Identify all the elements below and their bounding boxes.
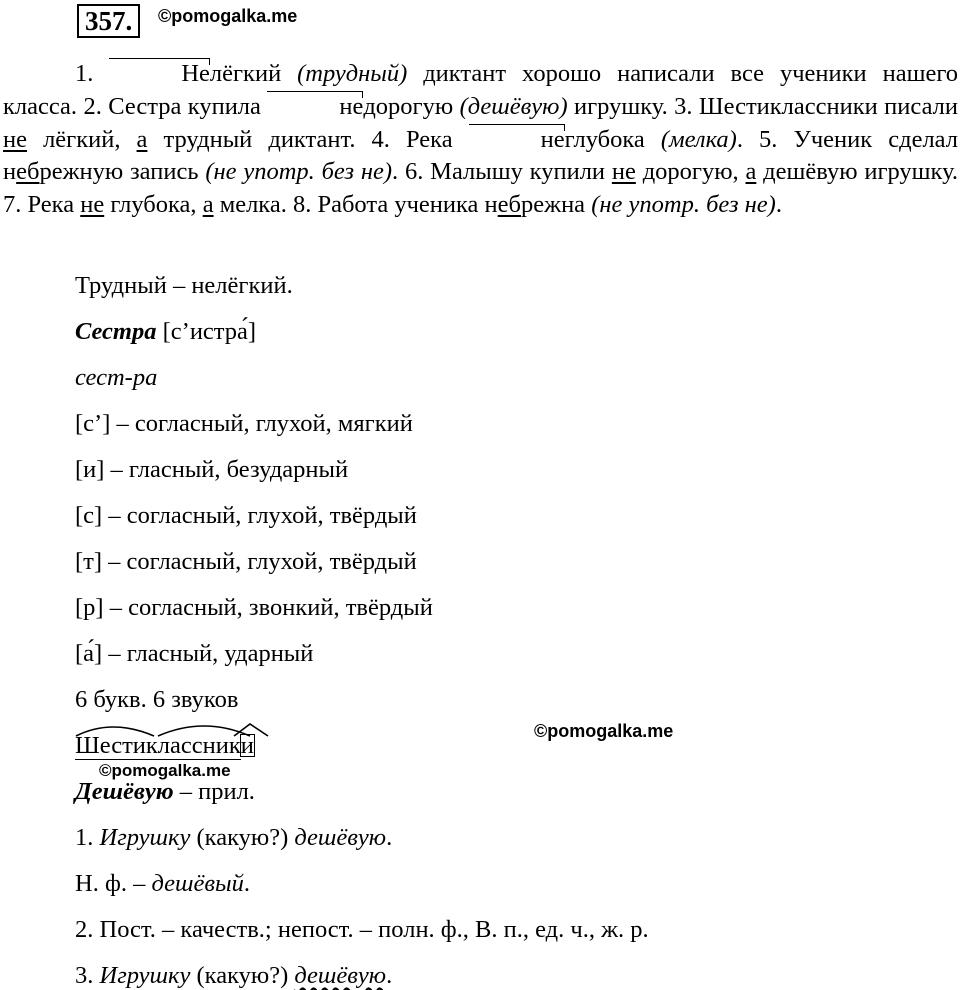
prefix-mark: не xyxy=(469,124,565,157)
phonetic-word: Сестра xyxy=(75,318,157,345)
sound-line: [а́] – гласный, ударный xyxy=(75,640,314,667)
usage-note: (не употр. без не) xyxy=(591,191,776,219)
prefix-mark: не xyxy=(267,91,363,124)
synonym-note: (трудный) xyxy=(297,60,408,87)
exercise-number: 357. xyxy=(77,4,140,38)
morphology-line-4: 3. Игрушку (какую?) дешёвую. xyxy=(75,962,393,989)
particle-underline: не xyxy=(80,191,105,219)
prefix-mark: Не xyxy=(109,58,210,91)
synonym-line: Трудный – нелёгкий. xyxy=(75,272,293,299)
exercise-text: 1. Нелёгкий (трудный) диктант хорошо написали все ученики нашего класса. 2. Сестра купила недорогую (дешёвую) игрушку. 3. Шестиклассники писали не лёгкий, а трудный диктант. 4. Река неглубока (мелка). 5. Ученик сделал небрежную запись (не употр. без не). 6. Малышу купили не дорогую, а дешёвую игрушку. 7. Река не глубока, а мелка. 8. Работа ученика небрежна (не употр. без не). xyxy=(3,60,959,219)
particle-underline: не xyxy=(611,158,636,186)
conjunction-underline: а xyxy=(745,158,757,186)
word-stem: Шестиклассник xyxy=(75,732,241,759)
synonym-note: (дешёвую) xyxy=(459,92,568,120)
sound-line: [и] – гласный, безударный xyxy=(75,456,349,483)
watermark-middle: ©pomogalka.me xyxy=(534,721,674,741)
sound-line: [с’] – согласный, глухой, мягкий xyxy=(75,410,413,437)
morphology-line-1: 1. Игрушку (какую?) дешёвую. xyxy=(75,824,393,851)
letters-sounds-summary: 6 букв. 6 звуков xyxy=(75,686,239,713)
sound-line: [т] – согласный, глухой, твёрдый xyxy=(75,548,417,575)
conjunction-underline: а xyxy=(136,125,148,153)
morphology-line-2: Н. ф. – дешёвый. xyxy=(75,870,250,897)
conjunction-underline: а xyxy=(202,191,214,219)
synonym-note: (мелка) xyxy=(660,125,737,153)
watermark-top: ©pomogalka.me xyxy=(158,6,298,26)
watermark-under-word: ©pomogalka.me xyxy=(99,761,231,780)
sound-line: [с] – согласный, глухой, твёрдый xyxy=(75,502,417,529)
sound-line: [р] – согласный, звонкий, твёрдый xyxy=(75,594,433,621)
word-ending: и xyxy=(240,732,254,759)
particle-underline: не xyxy=(3,125,27,153)
wavy-underline: дешёвую xyxy=(294,962,387,989)
transcription: [с’истра́] xyxy=(156,318,257,345)
morpheme-word xyxy=(75,732,254,760)
morphology-heading: Дешёвую – прил. xyxy=(75,778,255,805)
phonetic-heading xyxy=(75,318,256,346)
morphology-line-3: 2. Пост. – качеств.; непост. – полн. ф., В. п., ед. ч., ж. р. xyxy=(75,916,649,943)
syllables: сест-ра xyxy=(75,364,158,391)
morphology-word: Дешёвую xyxy=(75,778,174,805)
usage-note: (не употр. без не) xyxy=(205,158,393,186)
